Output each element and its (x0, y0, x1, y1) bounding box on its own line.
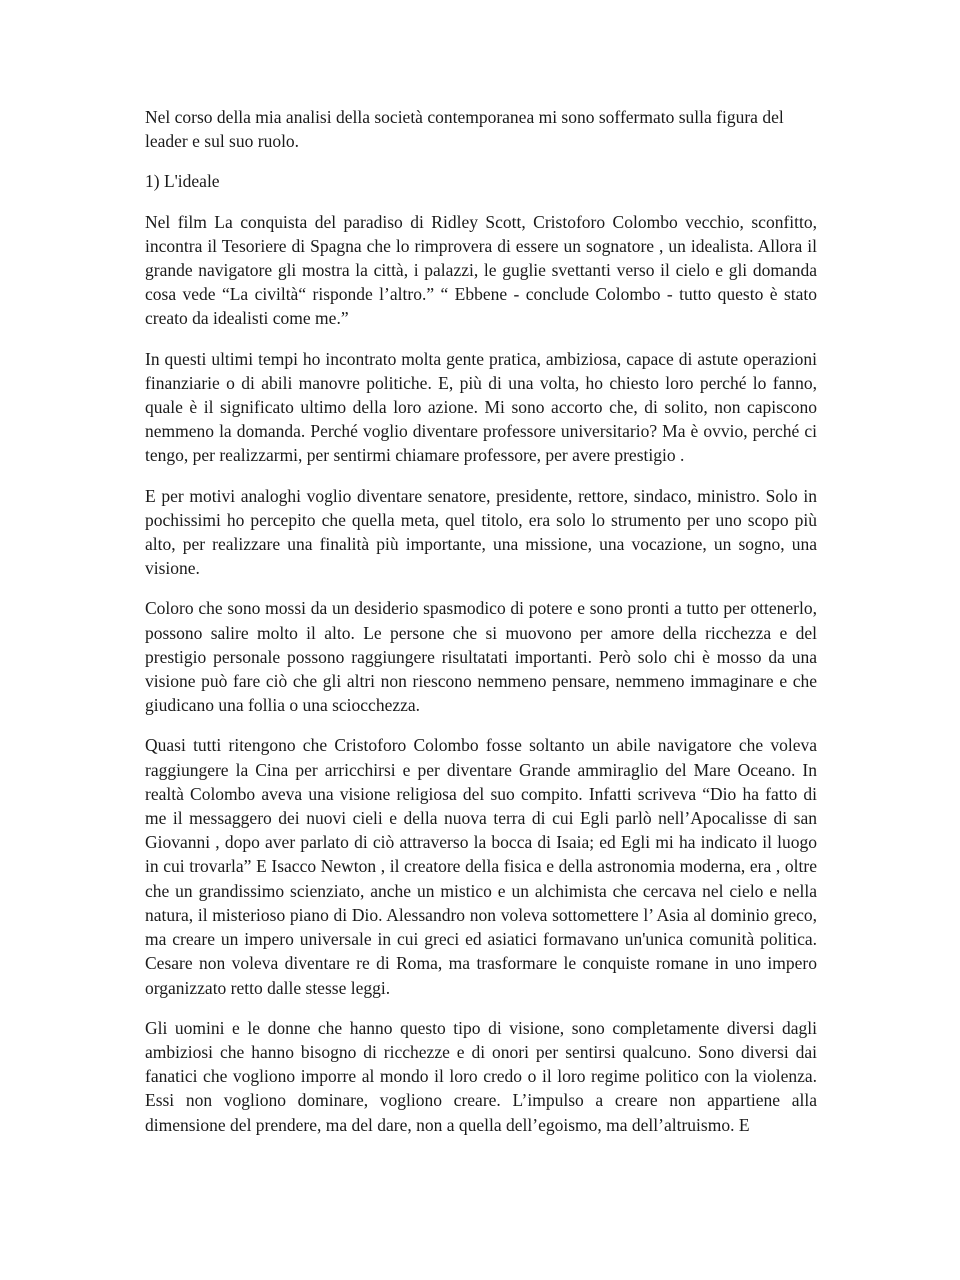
paragraph-visionaries: Quasi tutti ritengono che Cristoforo Colombo fosse soltanto un abile navigatore che voleva raggiungere la Cina per arricchirsi e per diventare Grande ammiraglio del Mare Oceano. In realtà Colombo aveva una visione religiosa del suo compito. Infatti scriveva “Dio ha fatto di me il messaggero dei nuovi cieli e della nuova terra di cui Egli parlò nell’Apocalisse di san Giovanni , dopo aver parlato di ciò attraverso la bocca di Isaia; ed Egli mi ha indicato il luogo in cui trovarla” E Isacco Newton , il creatore della fisica e della astronomia moderna, era , oltre che un grandissimo scienziato, anche un mistico e un alchimista che cercava nel cielo e nella natura, il misterioso piano di Dio. Alessandro non voleva sottomettere l’ Asia al dominio greco, ma creare un impero universale in cui greci ed asiatici formavano un'unica comunità politica. Cesare non voleva diventare re di Roma, ma trasformare le conquiste romane in uno impero organizzato retto dalle stesse leggi. (145, 735, 817, 998)
paragraph-create-not-dominate: Gli uomini e le donne che hanno questo tipo di visione, sono completamente diversi dagli ambiziosi che hanno bisogno di ricchezze e di onori per sentirsi qualcuno. Sono diversi dai fanatici che vogliono imporre al mondo il loro credo o il loro regime politico con la violenza. Essi non vogliono dominare, vogliono creare. L’impulso a creare non appartiene alla dimensione del prendere, ma del dare, non a quella dell’egoismo, ma dell’altruismo. E (145, 1017, 817, 1135)
intro-paragraph: Nel corso della mia analisi della società contemporanea mi sono soffermato sulla figura del leader e sul suo ruolo. (145, 107, 784, 152)
paragraph-power-desire: Coloro che sono mossi da un desiderio spasmodico di potere e sono pronti a tutto per ottenerlo, possono salire molto il alto. Le persone che si muovono per amore della ricchezza e del prestigio personale possono raggiungere risultatati importanti. Però solo chi è mosso da una visione può fare ciò che gli altri non riescono nemmeno pensare, nemmeno immaginare e che giudicano una follia o una sciocchezza. (145, 598, 817, 716)
section-heading: 1) L'ideale (145, 171, 220, 192)
document-page (145, 105, 817, 1153)
paragraph-practical-people: In questi ultimi tempi ho incontrato molta gente pratica, ambiziosa, capace di astute operazioni finanziarie o di abili manovre politiche. E, più di una volta, ho chiesto loro perché lo fanno, quale è il significato ultimo della loro azione. Mi sono accorto che, di solito, non capiscono nemmeno la domanda. Perché voglio diventare professore universitario? Ma è ovvio, perché ci tengo, per realizzarmi, per sentirmi chiamare professore, per avere prestigio . (145, 348, 817, 466)
paragraph-analogous-motives: E per motivi analoghi voglio diventare senatore, presidente, rettore, sindaco, ministro. Solo in pochissimi ho percepito che quella meta, quel titolo, era solo lo strumento per uno scopo più alto, per realizzare una finalità più importante, una missione, una vocazione, un sogno, una visione. (145, 485, 817, 579)
paragraph-colombo-film: Nel film La conquista del paradiso di Ridley Scott, Cristoforo Colombo vecchio, sconfitto, incontra il Tesoriere di Spagna che lo rimprovera di essere un sognatore , un idealista. Allora il grande navigatore gli mostra la città, i palazzi, le guglie svettanti verso il cielo e gli domanda cosa vede “La civiltà“ risponde l’altro.” “ Ebbene - conclude Colombo - tutto questo è stato creato da idealisti come me.” (145, 211, 817, 329)
